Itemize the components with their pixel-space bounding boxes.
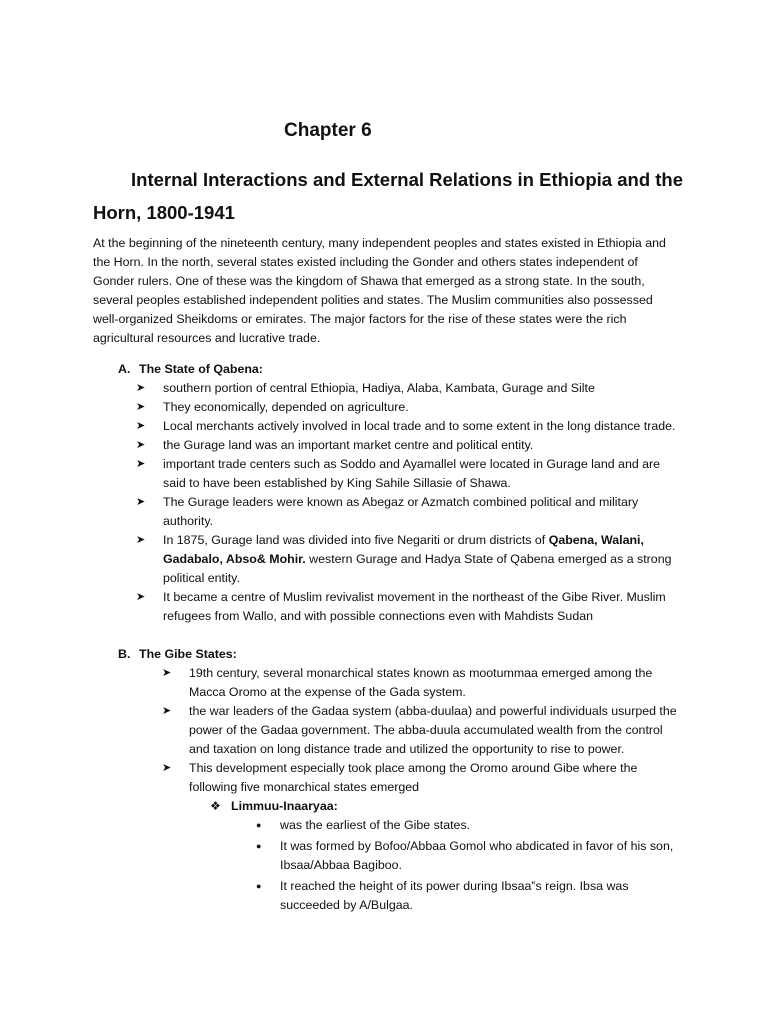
item-text-part: western Gurage and Hadya State of Qabena emerged as a strong political entity. xyxy=(163,552,672,585)
section-qabena xyxy=(118,360,678,626)
list-item-text: Local merchants actively involved in local trade and to some extent in the long distance trade. xyxy=(163,419,676,433)
list-item xyxy=(118,493,678,531)
subsection-heading xyxy=(118,797,678,816)
arrowhead-bullet-icon: ➤ xyxy=(162,705,172,717)
arrowhead-bullet-icon: ➤ xyxy=(162,667,172,679)
sub-bullet-list xyxy=(118,816,678,915)
list-item xyxy=(118,379,678,398)
list-item-text: They economically, depended on agriculture. xyxy=(163,400,409,414)
list-item-text: This development especially took place among the Oromo around Gibe where the following five monarchical states emerged xyxy=(189,761,638,794)
list-item-text: It became a centre of Muslim revivalist movement in the northeast of the Gibe River. Muslim refugees from Wallo, and with possible connections even with Mahdists Sudan xyxy=(163,590,666,623)
round-bullet-icon: ● xyxy=(256,820,262,830)
section-gibe-states xyxy=(118,645,678,917)
list-item xyxy=(118,417,678,436)
list-item-text: was the earliest of the Gibe states. xyxy=(280,818,471,832)
list-item-text: southern portion of central Ethiopia, Hadiya, Alaba, Kambata, Gurage and Silte xyxy=(163,381,595,395)
arrowhead-bullet-icon: ➤ xyxy=(162,762,172,774)
bullet-list xyxy=(118,379,678,626)
list-item xyxy=(118,588,678,626)
section-heading-text: The Gibe States: xyxy=(139,647,237,661)
section-letter: B. xyxy=(118,647,131,661)
bullet-list xyxy=(118,664,678,797)
list-item xyxy=(118,398,678,417)
arrowhead-bullet-icon: ➤ xyxy=(136,401,146,413)
list-item-text: It was formed by Bofoo/Abbaa Gomol who abdicated in favor of his son, Ibsaa/Abbaa Bagiboo. xyxy=(280,839,674,872)
list-item xyxy=(118,455,678,493)
arrowhead-bullet-icon: ➤ xyxy=(136,591,146,603)
list-item xyxy=(118,436,678,455)
arrowhead-bullet-icon: ➤ xyxy=(136,382,146,394)
list-item-text: It reached the height of its power during Ibsaa‟s reign. Ibsa was succeeded by A/Bulgaa. xyxy=(280,879,629,912)
section-heading xyxy=(118,645,678,664)
subsection-heading-text: Limmuu-Inaaryaa: xyxy=(231,799,338,813)
arrowhead-bullet-icon: ➤ xyxy=(136,534,146,546)
list-item-text xyxy=(163,531,678,588)
diamond-bullet-icon: ❖ xyxy=(210,799,221,813)
list-item-text: The Gurage leaders were known as Abegaz or Azmatch combined political and military authority. xyxy=(163,495,639,528)
list-item-text: the Gurage land was an important market centre and political entity. xyxy=(163,438,534,452)
round-bullet-icon: ● xyxy=(256,841,262,851)
item-text-part: In 1875, Gurage land was divided into five Negariti or drum districts of xyxy=(163,533,549,547)
arrowhead-bullet-icon: ➤ xyxy=(136,458,146,470)
list-item xyxy=(118,664,678,702)
list-item xyxy=(118,816,678,835)
list-item xyxy=(118,837,678,875)
chapter-title: Internal Interactions and External Relations in Ethiopia and the Horn, 1800-1941 xyxy=(93,169,684,223)
list-item xyxy=(118,877,678,915)
chapter-heading: Chapter 6 xyxy=(284,120,372,141)
section-heading-text: The State of Qabena: xyxy=(139,362,263,376)
arrowhead-bullet-icon: ➤ xyxy=(136,420,146,432)
list-item xyxy=(118,759,678,797)
list-item-text: important trade centers such as Soddo and Ayamallel were located in Gurage land and are said to have been established by King Sahile Sillasie of Shawa. xyxy=(163,457,661,490)
list-item xyxy=(118,531,678,588)
list-item-text: 19th century, several monarchical states known as mootummaa emerged among the Macca Oromo at the expense of the Gada system. xyxy=(189,666,653,699)
district-names: Qabena, Walani, Gadabalo, Abso& Mohir. xyxy=(163,533,644,566)
intro-paragraph: At the beginning of the nineteenth century, many independent peoples and states existed in Ethiopia and the Horn. In the north, several states existed including the Gonder and others states independent of Gonder rulers. One of these was the kingdom of Shawa that emerged as a strong state. In the south, several peoples established independent polities and states. The Muslim communities also possessed well-organized Sheikdoms or emirates. The major factors for the rise of these states were the rich agricultural resources and lucrative trade. xyxy=(93,236,666,345)
section-heading xyxy=(118,360,678,379)
list-item xyxy=(118,702,678,759)
section-letter: A. xyxy=(118,362,131,376)
arrowhead-bullet-icon: ➤ xyxy=(136,496,146,508)
arrowhead-bullet-icon: ➤ xyxy=(136,439,146,451)
list-item-text: the war leaders of the Gadaa system (abba-duulaa) and powerful individuals usurped the power of the Gadaa government. The abba-duula accumulated wealth from the control and taxation on long distance trade and utilized the opportunity to rise to power. xyxy=(189,704,677,756)
round-bullet-icon: ● xyxy=(256,881,262,891)
